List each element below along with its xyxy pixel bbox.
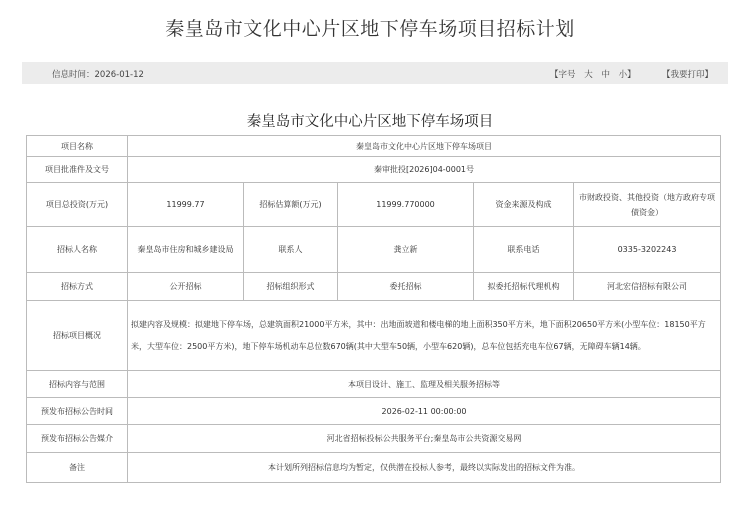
table-row [27, 301, 721, 371]
publish-time-label: 预发布招标公告时间 [27, 398, 128, 425]
font-size-label: 【字号 [550, 70, 576, 80]
scope-label: 招标内容与范围 [27, 371, 128, 398]
approval-label: 项目批准件及文号 [27, 157, 128, 183]
org-form-value: 委托招标 [338, 273, 474, 301]
total-invest-value: 11999.77 [128, 183, 244, 227]
font-size-small-button[interactable]: 小】 [618, 70, 636, 80]
contact-value: 龚立新 [338, 227, 474, 273]
date-label: 信息时间： [52, 70, 95, 80]
scope-value: 本项目设计、施工、监理及相关服务招标等 [128, 371, 721, 398]
phone-value: 0335-3202243 [574, 227, 721, 273]
estimate-label: 招标估算额(万元) [244, 183, 338, 227]
publish-time-value: 2026-02-11 00:00:00 [128, 398, 721, 425]
remark-label: 备注 [27, 453, 128, 483]
media-label: 预发布招标公告媒介 [27, 425, 128, 453]
font-size-medium-button[interactable]: 中 [601, 70, 610, 80]
font-size-switcher [550, 68, 642, 80]
publish-date [52, 68, 144, 80]
fund-value: 市财政投资、其他投资（地方政府专项债资金） [574, 183, 721, 227]
approval-value: 秦审批投[2026]04-0001号 [128, 157, 721, 183]
table-row [27, 425, 721, 453]
remark-value: 本计划所列招标信息均为暂定，仅供潜在投标人参考，最终以实际发出的招标文件为准。 [128, 453, 721, 483]
table-row [27, 136, 721, 157]
table-row [27, 398, 721, 425]
project-name-value: 秦皇岛市文化中心片区地下停车场项目 [128, 136, 721, 157]
table-row [27, 453, 721, 483]
table-row [27, 227, 721, 273]
total-invest-label: 项目总投资(万元) [27, 183, 128, 227]
agency-label: 拟委托招标代理机构 [474, 273, 574, 301]
method-label: 招标方式 [27, 273, 128, 301]
print-button[interactable]: 【我要打印】 [662, 70, 714, 80]
tenderer-label: 招标人名称 [27, 227, 128, 273]
table-row [27, 157, 721, 183]
tenderer-value: 秦皇岛市住房和城乡建设局 [128, 227, 244, 273]
page-title: 秦皇岛市文化中心片区地下停车场项目招标计划 [165, 18, 575, 40]
contact-label: 联系人 [244, 227, 338, 273]
media-value: 河北省招标投标公共服务平台;秦皇岛市公共资源交易网 [128, 425, 721, 453]
table-row [27, 183, 721, 227]
phone-label: 联系电话 [474, 227, 574, 273]
table-row [27, 273, 721, 301]
table-row [27, 371, 721, 398]
font-size-large-button[interactable]: 大 [584, 70, 593, 80]
fund-label: 资金来源及构成 [474, 183, 574, 227]
agency-value: 河北宏信招标有限公司 [574, 273, 721, 301]
document-title: 秦皇岛市文化中心片区地下停车场项目 [246, 114, 494, 130]
overview-label: 招标项目概况 [27, 301, 128, 371]
tender-plan-table [26, 135, 721, 483]
estimate-value: 11999.770000 [338, 183, 474, 227]
method-value: 公开招标 [128, 273, 244, 301]
date-value: 2026-01-12 [94, 70, 144, 80]
info-bar [22, 62, 728, 84]
project-name-label: 项目名称 [27, 136, 128, 157]
org-form-label: 招标组织形式 [244, 273, 338, 301]
overview-value: 拟建内容及规模：拟建地下停车场，总建筑面积21000平方米，其中：出地面坡道和楼电梯的地上面积350平方米，地下面积20650平方米(小型车位：18150平方米，大型车位：2500平方米)，地下停车场机动车总位数670辆(其中大型车50辆，小型车620辆)，总车位包括充电车位67辆，无障碍车辆14辆。 [128, 301, 721, 371]
